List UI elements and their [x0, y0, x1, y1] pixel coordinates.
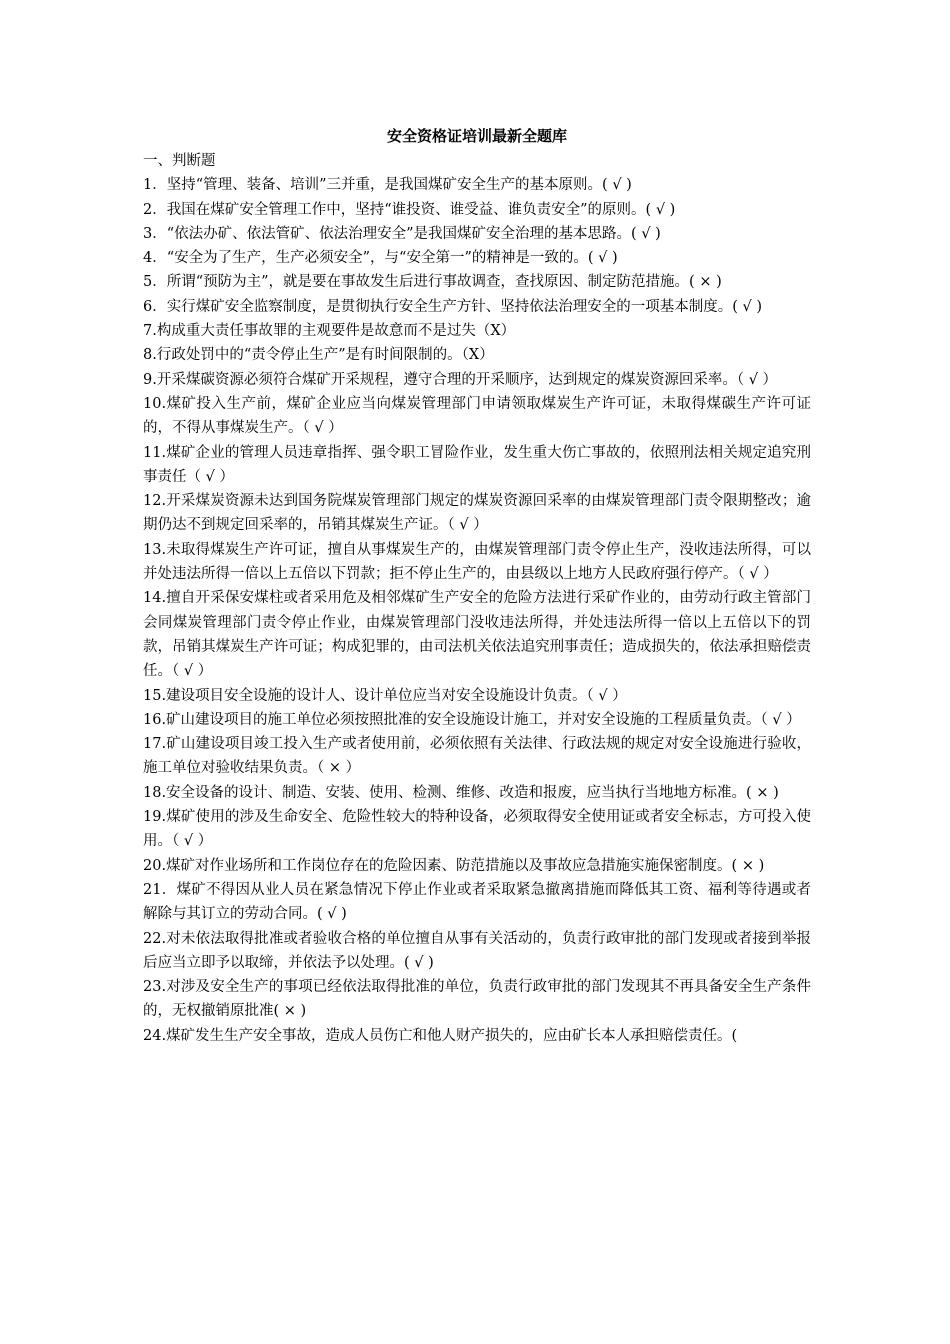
question-item: 13.未取得煤炭生产许可证，擅自从事煤炭生产的，由煤炭管理部门责令停止生产，没收违法所得，可以并处违法所得一倍以上五倍以下罚款；拒不停止生产的，由县级以上地方人民政府强行停产。（ √ ）	[143, 541, 811, 583]
question-item: 21．煤矿不得因从业人员在紧急情况下停止作业或者采取紧急撤离措施而降低其工资、福利等待遇或者解除与其订立的劳动合同。( √ )	[143, 881, 811, 923]
document-title: 安全资格证培训最新全题库	[386, 127, 567, 145]
question-item: 1．坚持“管理、装备、培训”三并重，是我国煤矿安全生产的基本原则。( √ )	[143, 177, 632, 194]
question-item: 5．所谓“预防为主”，就是要在事故发生后进行事故调查，查找原因、制定防范措施。( × )	[143, 274, 722, 291]
question-item: 16.矿山建设项目的施工单位必须按照批准的安全设施设计施工，并对安全设施的工程质量负责。（ √ ）	[143, 711, 801, 728]
question-item: 15.建设项目安全设施的设计人、设计单位应当对安全设施设计负责。（ √ ）	[143, 687, 627, 704]
question-item: 24.煤矿发生生产安全事故，造成人员伤亡和他人财产损失的，应由矿长本人承担赔偿责任。(	[143, 1027, 738, 1044]
question-item: 22.对未依法取得批准或者验收合格的单位擅自从事有关活动的，负责行政审批的部门发现或者接到举报后应当立即予以取缔，并依法予以处理。( √ )	[143, 930, 811, 971]
question-item: 10.煤矿投入生产前，煤矿企业应当向煤炭管理部门申请领取煤炭生产许可证，未取得煤碳生产许可证的，不得从事煤炭生产。（ √ ）	[143, 395, 811, 437]
question-item: 20.煤矿对作业场所和工作岗位存在的危险因素、防范措施以及事故应急措施实施保密制度。( × )	[143, 857, 765, 874]
question-item: 11.煤矿企业的管理人员违章指挥、强令职工冒险作业，发生重大伤亡事故的，依照刑法相关规定追究刑事责任（ √ ）	[143, 444, 811, 485]
question-item: 14.擅自开采保安煤柱或者采用危及相邻煤矿生产安全的危险方法进行采矿作业的，由劳动行政主管部门会同煤炭管理部门责令停止作业，由煤炭管理部门没收违法所得，并处违法所得一倍以上五倍以下的罚款，吊销其煤炭生产许可证；构成犯罪的，由司法机关依法追究刑事责任；造成损失的，依法承担赔偿责任。（ √ ）	[143, 590, 811, 680]
section-heading: 一、判断题	[143, 153, 216, 169]
question-item: 3．“依法办矿、依法管矿、依法治理安全”是我国煤矿安全治理的基本思路。( √ )	[143, 225, 661, 242]
question-item: 23.对涉及安全生产的事项已经依法取得批准的单位，负责行政审批的部门发现其不再具备安全生产条件的，无权撤销原批准( × )	[143, 979, 811, 1020]
question-item: 18.安全设备的设计、制造、安装、使用、检测、维修、改造和报废，应当执行当地地方标准。( × )	[143, 784, 779, 801]
question-item: 9.开采煤碳资源必须符合煤矿开采规程，遵守合理的开采顺序，达到规定的煤炭资源回采率。（ √ ）	[143, 371, 778, 388]
question-item: 12.开采煤炭资源未达到国务院煤炭管理部门规定的煤炭资源回采率的由煤炭管理部门责令限期整改；逾期仍达不到规定回采率的，吊销其煤炭生产证。（ √ ）	[143, 493, 811, 534]
question-item: 7.构成重大责任事故罪的主观要件是故意而不是过失（X）	[143, 323, 516, 340]
document-page	[143, 124, 811, 1048]
question-item: 19.煤矿使用的涉及生命安全、危险性较大的特种设备，必须取得安全使用证或者安全标志，方可投入使用。（ √ ）	[143, 809, 811, 850]
question-item: 4．“安全为了生产，生产必须安全”，与“安全第一”的精神是一致的。( √ )	[143, 250, 618, 267]
question-item: 8.行政处罚中的“责令停止生产”是有时间限制的。（X）	[143, 347, 494, 364]
question-item: 17.矿山建设项目竣工投入生产或者使用前，必须依照有关法律、行政法规的规定对安全设施进行验收，施工单位对验收结果负责。（ × ）	[143, 736, 811, 777]
question-item: 6．实行煤矿安全监察制度，是贯彻执行安全生产方针、坚持依法治理安全的一项基本制度。( √ )	[143, 298, 762, 315]
question-item: 2．我国在煤矿安全管理工作中，坚持“谁投资、谁受益、谁负责安全”的原则。( √ )	[143, 201, 676, 218]
question-list	[143, 173, 811, 1048]
